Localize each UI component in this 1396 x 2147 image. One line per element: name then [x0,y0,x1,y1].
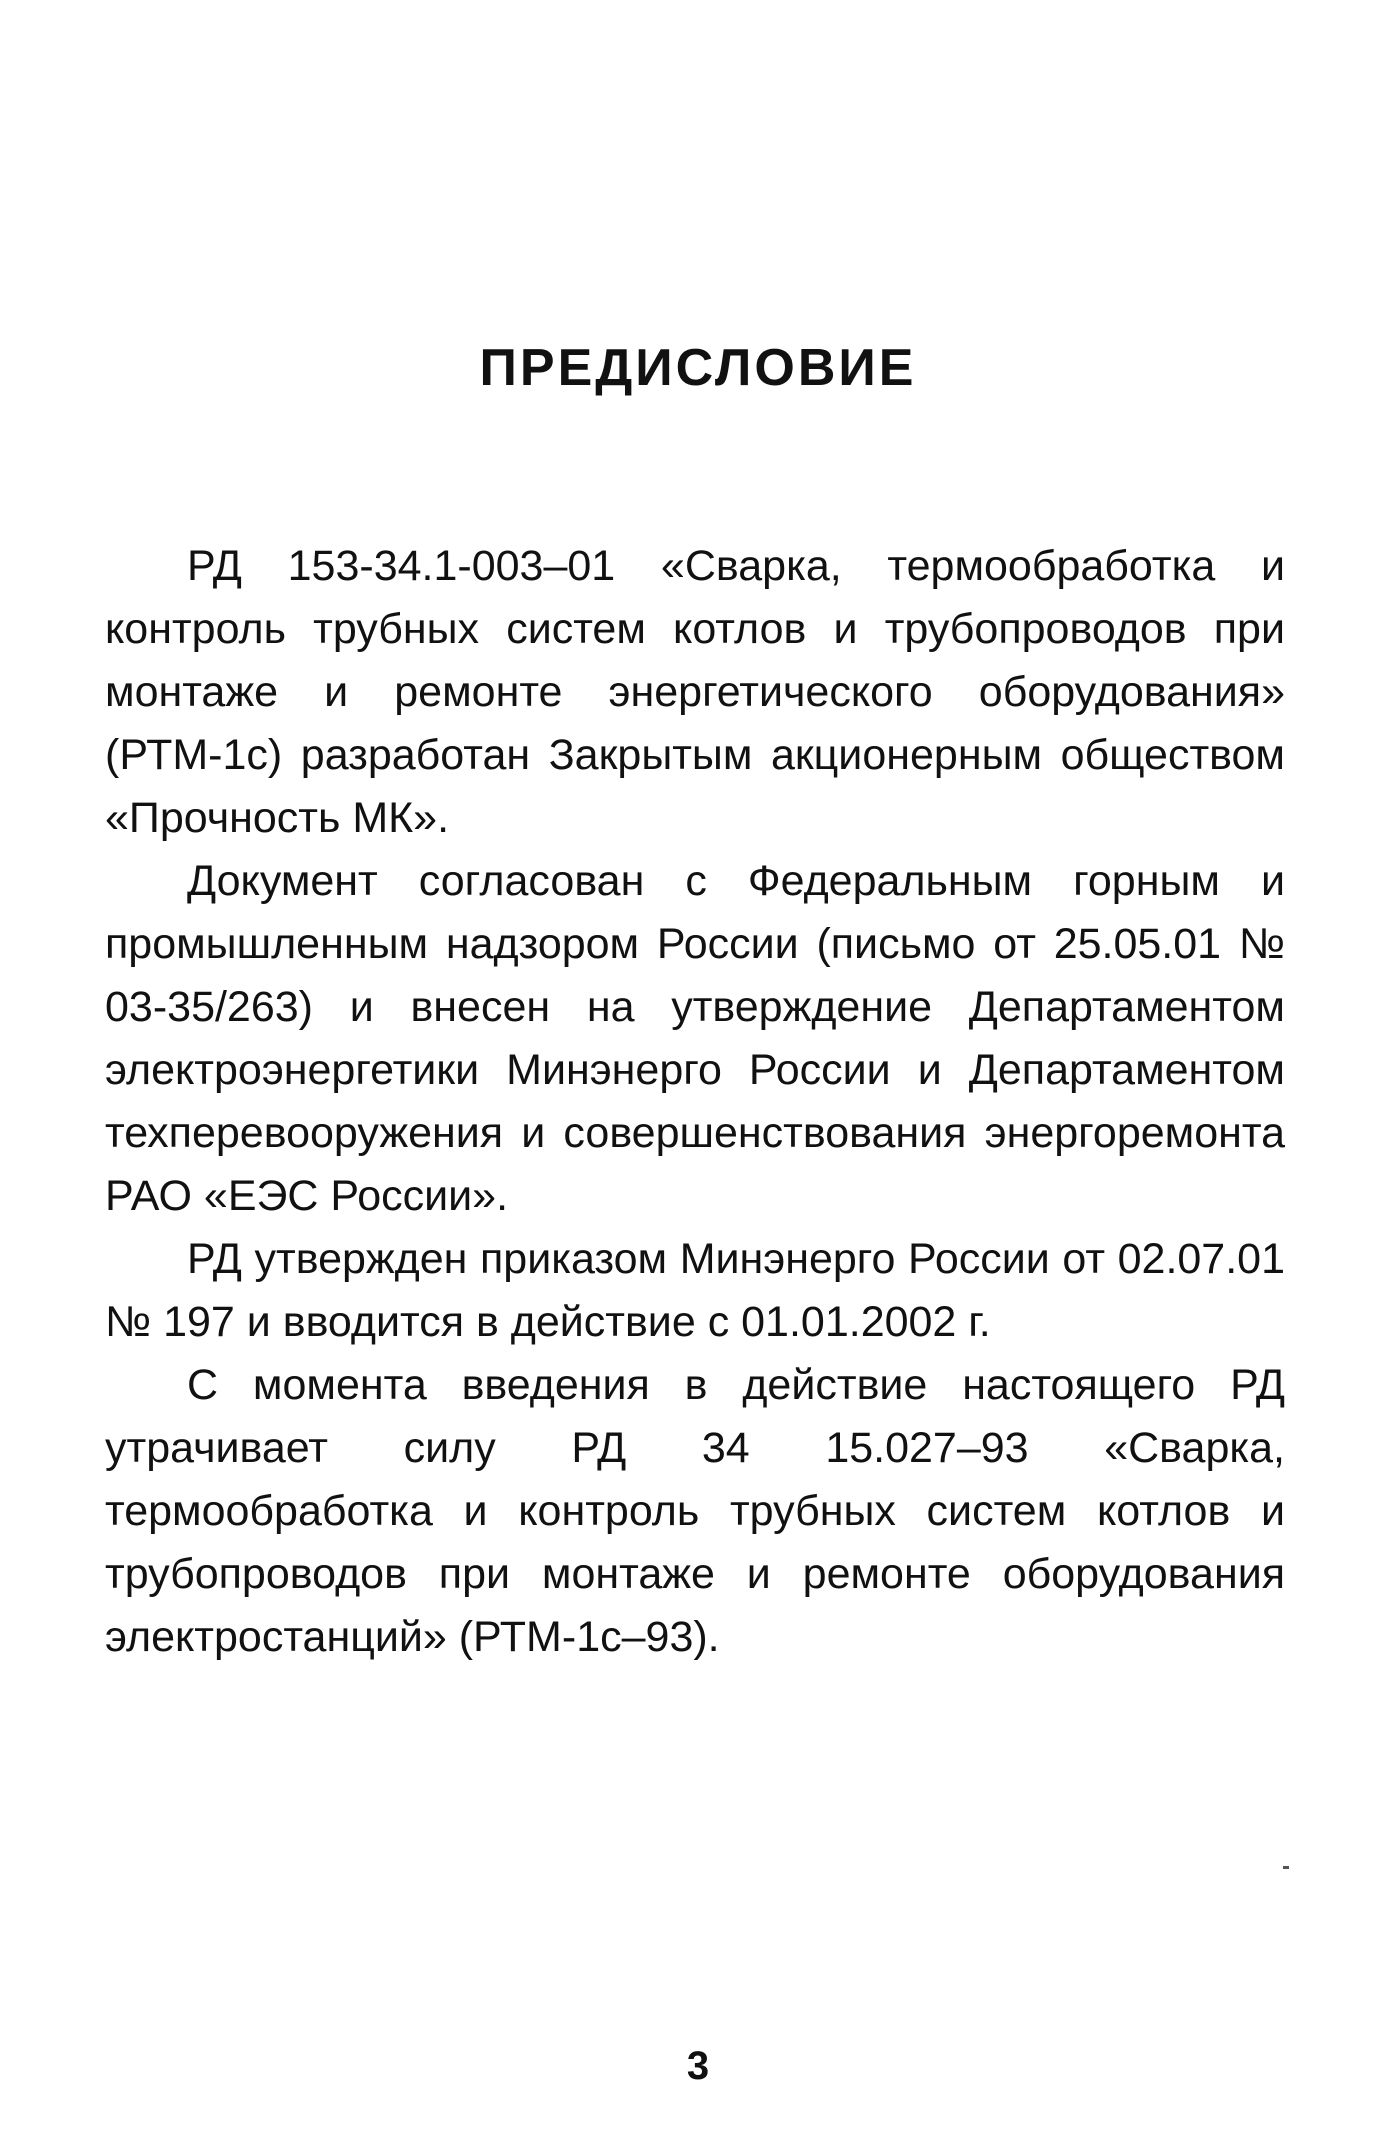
paragraph-order: РД утвержден приказом Минэнерго России от 02.07.01 № 197 и вводится в действие с 01.01.2002 г. [105,1235,1285,1346]
paragraph-approval: Документ согласован с Федеральным горным и промышленным надзором России (письмо от 25.05.01 № 03-35/263) и внесен на утверждение Департаментом электроэнергетики Минэнерго России и Департаментом техперевооружения и совершенствования энергоремонта РАО «ЕЭС России». [105,857,1285,1220]
paragraph-development: РД 153-34.1-003–01 «Сварка, термообработка и контроль трубных систем котлов и трубопроводов при монтаже и ремонте энергетического оборудования» (РТМ-1с) разработан Закрытым акционерным обществом «Прочность МК». [105,542,1285,842]
page-number: 3 [686,2044,710,2088]
scan-speck [1283,1866,1289,1869]
page-title: ПРЕДИСЛОВИЕ [479,339,917,397]
preface-body [105,535,1285,1669]
paragraph-supersedes: С момента введения в действие настоящего РД утрачивает силу РД 34 15.027–93 «Сварка, термообработка и контроль трубных систем котлов и трубопроводов при монтаже и ремонте оборудования электростанций» (РТМ-1с–93). [105,1361,1285,1661]
